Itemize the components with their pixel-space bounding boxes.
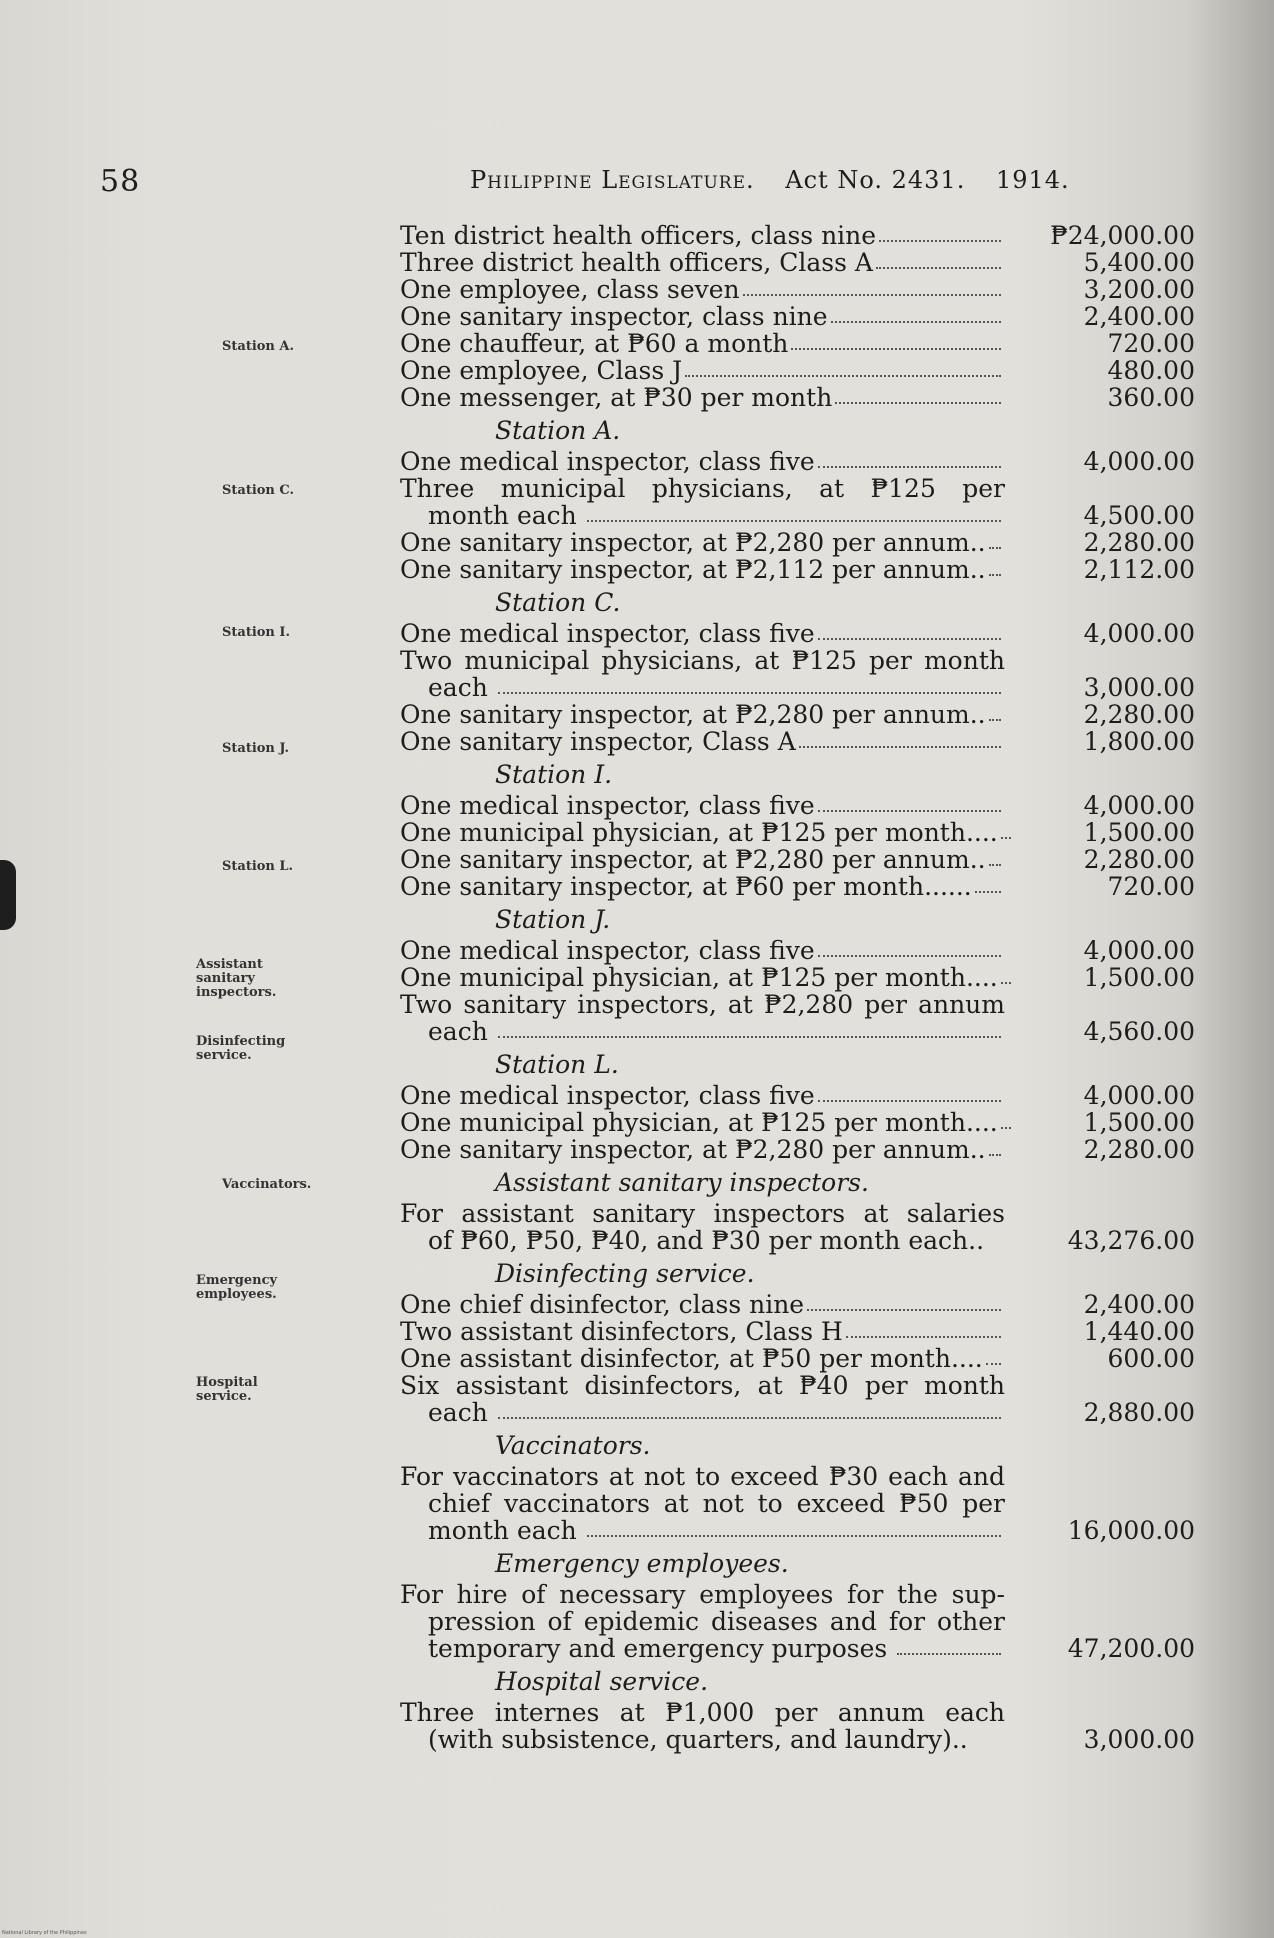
line-item: [400, 728, 1195, 755]
margin-note: [196, 958, 391, 1000]
footer-credit: National Library of the Philippines: [2, 1930, 87, 1936]
item-text: One sanitary inspector, Class A: [400, 727, 796, 756]
item-text: One sanitary inspector, class nine: [400, 302, 828, 331]
leader-dots: [818, 466, 1001, 468]
leader-dots: [897, 1653, 1001, 1655]
leader-dots: [818, 638, 1001, 640]
leader-dots: [831, 321, 1001, 323]
line-item: [400, 937, 1195, 964]
leader-dots: [791, 348, 1001, 350]
item-text: One sanitary inspector, at ₱2,280 per annum..: [400, 845, 986, 874]
item-amount: 16,000.00: [1067, 1516, 1195, 1545]
leader-dots: [975, 891, 1001, 893]
item-text: Ten district health officers, class nine: [400, 221, 877, 250]
item-amount: 3,200.00: [1083, 275, 1195, 304]
item-description: [400, 1699, 1005, 1753]
item-amount: 2,280.00: [1083, 528, 1195, 557]
item-amount: 47,200.00: [1067, 1634, 1195, 1663]
section-heading: Disinfecting service.: [495, 1259, 755, 1288]
line-item: [400, 276, 1195, 303]
item-text-last-line: [400, 674, 1005, 701]
line-item: [400, 819, 1195, 846]
item-amount: 360.00: [1107, 383, 1195, 412]
line-item: [400, 1345, 1195, 1372]
item-text-continued: month each: [428, 1516, 577, 1545]
leader-dots: [498, 1036, 1001, 1038]
item-description: [400, 529, 1005, 556]
item-description: [400, 647, 1005, 701]
item-amount: ₱24,000.00: [1050, 221, 1195, 250]
item-amount: 2,400.00: [1083, 1290, 1195, 1319]
section-heading: Assistant sanitary inspectors.: [495, 1168, 869, 1197]
item-amount: 2,880.00: [1083, 1398, 1195, 1427]
leader-dots: [818, 810, 1001, 812]
item-text: One medical inspector, class five: [400, 447, 815, 476]
item-description: [400, 792, 1005, 819]
item-description: [400, 1318, 1005, 1345]
item-description: [400, 556, 1005, 583]
item-text: One chauffeur, at ₱60 a month: [400, 329, 789, 358]
line-item: [400, 330, 1195, 357]
item-text: One assistant disinfector, at ₱50 per month....: [400, 1344, 983, 1373]
item-description: [400, 330, 1005, 357]
item-text: One medical inspector, class five: [400, 1081, 815, 1110]
leader-dots: [989, 864, 1001, 866]
item-description: [400, 222, 1005, 249]
running-head-act: Act No. 2431.: [785, 166, 966, 194]
item-amount: 1,500.00: [1083, 963, 1195, 992]
line-item: [400, 475, 1195, 529]
item-description: [400, 1200, 1005, 1254]
line-item: [400, 1372, 1195, 1426]
leader-dots: [498, 692, 1001, 694]
leader-dots: [989, 719, 1001, 721]
item-text-last-line: [400, 502, 1005, 529]
section-heading: Vaccinators.: [495, 1431, 651, 1460]
line-item: [400, 701, 1195, 728]
item-description: [400, 701, 1005, 728]
leader-dots: [989, 1154, 1001, 1156]
running-head-year: 1914.: [995, 166, 1070, 194]
margin-note: Station L.: [222, 859, 294, 874]
leader-dots: [743, 294, 1001, 296]
item-text: One municipal physician, at ₱125 per month....: [400, 963, 998, 992]
margin-note: Station C.: [222, 483, 295, 498]
item-amount: 2,112.00: [1083, 555, 1195, 584]
item-amount: 4,000.00: [1083, 447, 1195, 476]
item-amount: 2,400.00: [1083, 302, 1195, 331]
item-text: One municipal physician, at ₱125 per month....: [400, 818, 998, 847]
item-amount: 4,000.00: [1083, 619, 1195, 648]
line-item: [400, 556, 1195, 583]
leader-dots: [818, 1100, 1001, 1102]
section-heading: Station J.: [495, 905, 611, 934]
item-text: One employee, class seven: [400, 275, 740, 304]
item-text-continued: each: [428, 1017, 488, 1046]
item-text: One medical inspector, class five: [400, 936, 815, 965]
item-description: [400, 1136, 1005, 1163]
line-item: [400, 964, 1195, 991]
item-text: Two municipal physicians, at ₱125 per month: [400, 646, 1005, 675]
item-amount: 480.00: [1107, 356, 1195, 385]
item-description: [400, 819, 1005, 846]
margin-note-text: Disinfecting service.: [196, 1034, 286, 1063]
item-text: One sanitary inspector, at ₱2,280 per annum..: [400, 700, 986, 729]
leader-dots: [799, 746, 1001, 748]
line-item: [400, 1699, 1195, 1753]
line-item: [400, 991, 1195, 1045]
section-heading: Hospital service.: [495, 1667, 709, 1696]
line-item: [400, 1581, 1195, 1662]
item-amount: 5,400.00: [1083, 248, 1195, 277]
item-text-continued: pression of epidemic diseases and for other: [428, 1607, 1005, 1636]
item-amount: 600.00: [1107, 1344, 1195, 1373]
item-amount: 4,000.00: [1083, 936, 1195, 965]
leader-dots: [879, 240, 1001, 242]
item-text: One sanitary inspector, at ₱2,280 per annum..: [400, 528, 986, 557]
section-heading: Station C.: [495, 588, 621, 617]
item-description: [400, 384, 1005, 411]
item-amount: 2,280.00: [1083, 1135, 1195, 1164]
item-description: [400, 937, 1005, 964]
item-description: [400, 1082, 1005, 1109]
section-heading: Station L.: [495, 1050, 619, 1079]
margin-note: [196, 1274, 391, 1302]
item-description: [400, 276, 1005, 303]
item-text: Two sanitary inspectors, at ₱2,280 per annum: [400, 990, 1005, 1019]
leader-dots: [587, 520, 1001, 522]
line-item: [400, 1200, 1195, 1254]
section-heading: Station I.: [495, 760, 613, 789]
leader-dots: [818, 955, 1001, 957]
item-text: One chief disinfector, class nine: [400, 1290, 805, 1319]
item-text-continued: of ₱60, ₱50, ₱40, and ₱30 per month each..: [428, 1226, 985, 1255]
item-text-last-line: [400, 1635, 1005, 1662]
item-amount: 1,500.00: [1083, 1108, 1195, 1137]
item-text-last-line: [400, 1517, 1005, 1544]
line-item: [400, 222, 1195, 249]
item-text: One sanitary inspector, at ₱2,112 per annum..: [400, 555, 986, 584]
item-text: One employee, Class J: [400, 356, 683, 385]
item-amount: 1,440.00: [1083, 1317, 1195, 1346]
page-number: 58: [100, 164, 141, 199]
item-amount: 4,000.00: [1083, 791, 1195, 820]
line-item: [400, 249, 1195, 276]
line-item: [400, 647, 1195, 701]
item-text: One messenger, at ₱30 per month: [400, 383, 833, 412]
line-item: [400, 1463, 1195, 1544]
item-text: For assistant sanitary inspectors at salaries: [400, 1199, 1005, 1228]
item-amount: 1,800.00: [1083, 727, 1195, 756]
leader-dots: [498, 1417, 1001, 1419]
line-item: [400, 448, 1195, 475]
item-description: [400, 249, 1005, 276]
item-description: [400, 357, 1005, 384]
line-item: [400, 303, 1195, 330]
item-description: [400, 620, 1005, 647]
item-description: [400, 475, 1005, 529]
line-item: [400, 384, 1195, 411]
item-text-continued: each: [428, 1398, 488, 1427]
binding-shadow: [0, 860, 16, 930]
item-text: For hire of necessary employees for the sup-: [400, 1580, 1005, 1609]
item-text: Three municipal physicians, at ₱125 per: [400, 474, 1005, 503]
line-item: [400, 1291, 1195, 1318]
item-amount: 4,500.00: [1083, 501, 1195, 530]
item-description: [400, 1372, 1005, 1426]
leader-dots: [587, 1535, 1001, 1537]
appropriation-list: [400, 222, 1195, 1753]
item-text: Six assistant disinfectors, at ₱40 per month: [400, 1371, 1005, 1400]
margin-note-text: Emergency employees.: [196, 1273, 278, 1302]
item-amount: 43,276.00: [1067, 1226, 1195, 1255]
item-text: Three internes at ₱1,000 per annum each: [400, 1698, 1005, 1727]
item-description: [400, 964, 1005, 991]
item-text: One sanitary inspector, at ₱2,280 per annum..: [400, 1135, 986, 1164]
item-text-continued: chief vaccinators at not to exceed ₱50 per: [428, 1489, 1005, 1518]
item-description: [400, 991, 1005, 1045]
item-text-continued: temporary and emergency purposes: [428, 1634, 888, 1663]
section-heading: Station A.: [495, 416, 621, 445]
margin-note: Vaccinators.: [222, 1177, 312, 1192]
margin-note-text: Assistant sanitary inspectors.: [196, 957, 277, 1000]
line-item: [400, 357, 1195, 384]
item-text-last-line: [400, 1726, 1005, 1753]
item-description: [400, 1291, 1005, 1318]
item-description: [400, 1345, 1005, 1372]
leader-dots: [986, 1363, 1001, 1365]
item-text: Three district health officers, Class A: [400, 248, 873, 277]
line-item: [400, 846, 1195, 873]
leader-dots: [846, 1336, 1001, 1338]
item-description: [400, 873, 1005, 900]
item-amount: 4,000.00: [1083, 1081, 1195, 1110]
item-amount: 3,000.00: [1083, 673, 1195, 702]
item-amount: 2,280.00: [1083, 845, 1195, 874]
item-text: One sanitary inspector, at ₱60 per month......: [400, 872, 972, 901]
line-item: [400, 529, 1195, 556]
line-item: [400, 1082, 1195, 1109]
running-head-title: Philippine Legislature.: [470, 166, 755, 194]
margin-note: Station A.: [222, 339, 295, 354]
item-description: [400, 846, 1005, 873]
item-description: [400, 1463, 1005, 1544]
line-item: [400, 1136, 1195, 1163]
item-text-continued: (with subsistence, quarters, and laundry)..: [428, 1725, 968, 1754]
item-amount: 720.00: [1107, 329, 1195, 358]
item-text: Two assistant disinfectors, Class H: [400, 1317, 843, 1346]
leader-dots: [876, 267, 1001, 269]
margin-note: [196, 1035, 391, 1063]
item-text: One medical inspector, class five: [400, 619, 815, 648]
margin-note: Station I.: [222, 625, 291, 640]
item-text-last-line: [400, 1227, 1005, 1254]
item-text: One municipal physician, at ₱125 per month....: [400, 1108, 998, 1137]
item-text-last-line: [400, 1399, 1005, 1426]
item-amount: 3,000.00: [1083, 1725, 1195, 1754]
item-amount: 2,280.00: [1083, 700, 1195, 729]
item-description: [400, 1109, 1005, 1136]
running-head: [470, 166, 1092, 194]
line-item: [400, 873, 1195, 900]
item-description: [400, 1581, 1005, 1662]
margin-note: [196, 1376, 391, 1404]
line-item: [400, 1109, 1195, 1136]
item-amount: 720.00: [1107, 872, 1195, 901]
leader-dots: [835, 402, 1001, 404]
item-amount: 4,560.00: [1083, 1017, 1195, 1046]
item-text-continued: each: [428, 673, 488, 702]
leader-dots: [685, 375, 1001, 377]
item-description: [400, 728, 1005, 755]
section-heading: Emergency employees.: [495, 1549, 789, 1578]
item-amount: 1,500.00: [1083, 818, 1195, 847]
item-description: [400, 303, 1005, 330]
leader-dots: [989, 547, 1001, 549]
margin-note: Station J.: [222, 741, 290, 756]
margin-note-text: Hospital service.: [196, 1375, 258, 1404]
leader-dots: [807, 1309, 1001, 1311]
line-item: [400, 620, 1195, 647]
leader-dots: [989, 574, 1001, 576]
item-text: For vaccinators at not to exceed ₱30 each and: [400, 1462, 1005, 1491]
item-text-last-line: [400, 1018, 1005, 1045]
item-text-continued: month each: [428, 501, 577, 530]
item-description: [400, 448, 1005, 475]
line-item: [400, 792, 1195, 819]
item-text: One medical inspector, class five: [400, 791, 815, 820]
line-item: [400, 1318, 1195, 1345]
